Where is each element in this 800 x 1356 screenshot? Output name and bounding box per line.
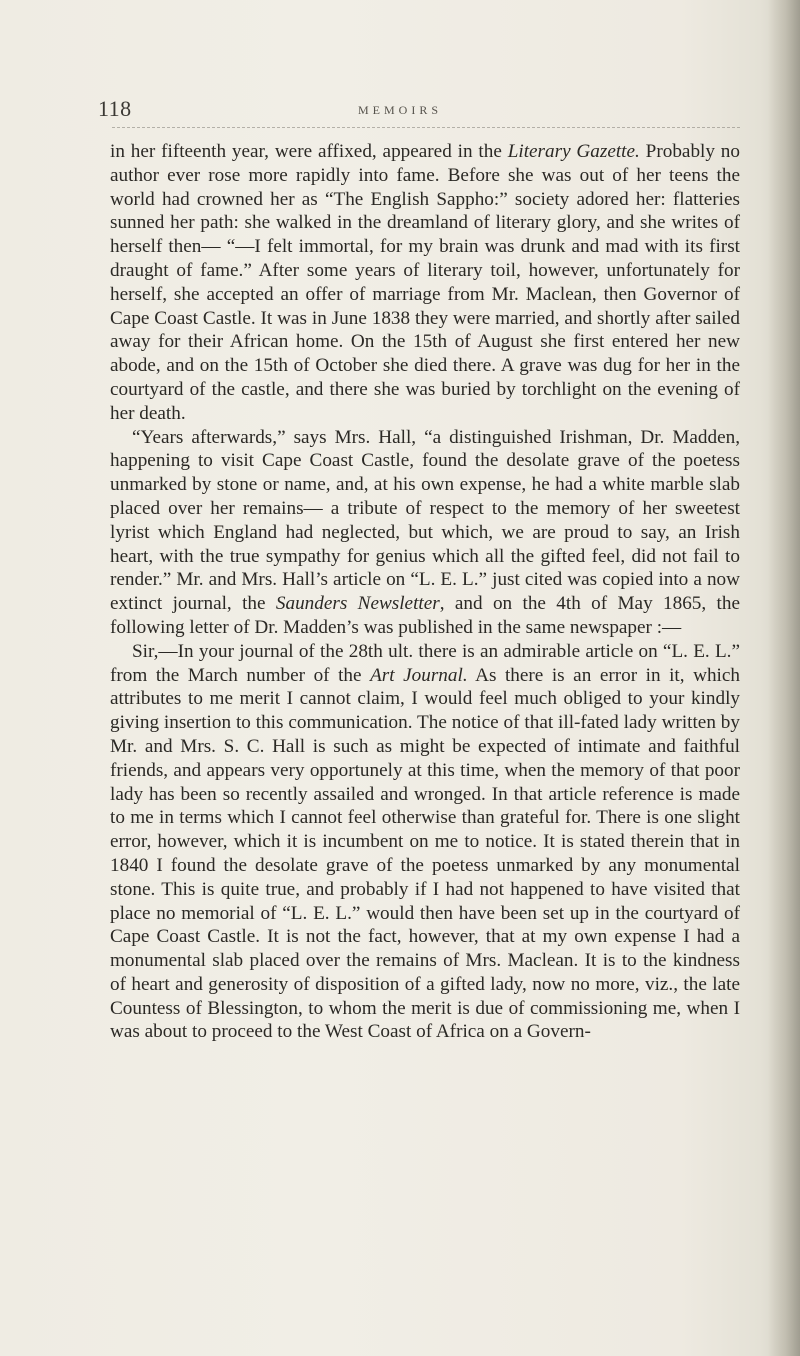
paragraph-3-text-b: As there is an error in it, which attributes to me merit I cannot claim, I would feel much obliged to your kindly giving insertion to this communication. The notice of that ill-fated lady written by Mr. and Mrs. S. C. Hall is such as might be expected of intimate and faithful friends, and appears very opportunely at this time, when the memory of that poor lady has been so recently assailed and wronged. In that article reference is made to me in terms which I cannot feel otherwise than grateful for. There is one slight error, however, which it is incumbent on me to notice. It is stated therein that in 1840 I found the desolate grave of the poetess unmarked by any monumental stone. This is quite true, and probably if I had not happened to have visited that place no memorial of “L. E. L.” would then have been set up in the courtyard of Cape Coast Castle. It is not the fact, however, that at my own expense I had a monumental slab placed over the remains of Mrs. Maclean. It is to the kindness of heart and generosity of disposition of a gifted lady, now no more, viz., the late Countess of Blessington, to whom the merit is due of commissioning me, when I was about to proceed to the West Coast of Africa on a Govern- bbox=[110, 664, 740, 1043]
paragraph-3 bbox=[110, 640, 740, 1045]
paragraph-1-text-a: in her fifteenth year, were affixed, appeared in the bbox=[110, 141, 508, 162]
running-head: MEMOIRS bbox=[357, 103, 442, 117]
journal-title-literary-gazette: Literary Gazette. bbox=[507, 141, 640, 162]
paragraph-2-text-a: “Years afterwards,” says Mrs. Hall, “a distinguished Irishman, Dr. Madden, happening to visit Cape Coast Castle, found the desolate grave of the poetess unmarked by stone or name, and, at his own expense, he had a white marble slab placed over her remains— a tribute of respect to the memory of her sweetest lyrist which England had neglected, but which, we are proud to say, an Irish heart, with the true sympathy for genius which all the gifted feel, did not fail to render.” Mr. and Mrs. Hall’s article on “L. E. L.” just cited was copied into a now extinct journal, the bbox=[110, 426, 740, 615]
paragraph-3-text-a: Sir,—In your journal of the 28th ult. there is an admirable article on “L. E. L.” from the March number of the bbox=[110, 640, 740, 686]
paragraph-1-text-b: Probably no author ever rose more rapidly into fame. Before she was out of her teens the world had crowned her as “The English Sappho:” society adored her: flatteries sunned her path: she walked in the dreamland of literary glory, and she writes of herself then— “—I felt immortal, for my brain was drunk and mad with its first draught of fame.” After some years of literary toil, however, unfortunately for herself, she accepted an offer of marriage from Mr. Maclean, then Governor of Cape Coast Castle. It was in June 1838 they were married, and shortly after sailed away for their African home. On the 15th of August she first entered her new abode, and on the 15th of October she died there. A grave was dug for her in the courtyard of the castle, and there she was buried by torchlight on the evening of her death. bbox=[110, 141, 740, 424]
paragraph-1 bbox=[110, 140, 740, 426]
body-text bbox=[110, 140, 740, 1044]
journal-title-art-journal: Art Journal. bbox=[370, 664, 468, 686]
header-rule bbox=[112, 127, 740, 128]
paragraph-2-text-b: , and on the 4th of May 1865, the following letter of Dr. Madden’s was published in the same newspaper :— bbox=[110, 593, 740, 638]
journal-title-saunders-newsletter: Saunders Newsletter bbox=[275, 593, 440, 615]
page-gutter-shadow bbox=[768, 0, 800, 1356]
page-number: 118 bbox=[98, 96, 132, 121]
paragraph-2 bbox=[110, 426, 740, 640]
